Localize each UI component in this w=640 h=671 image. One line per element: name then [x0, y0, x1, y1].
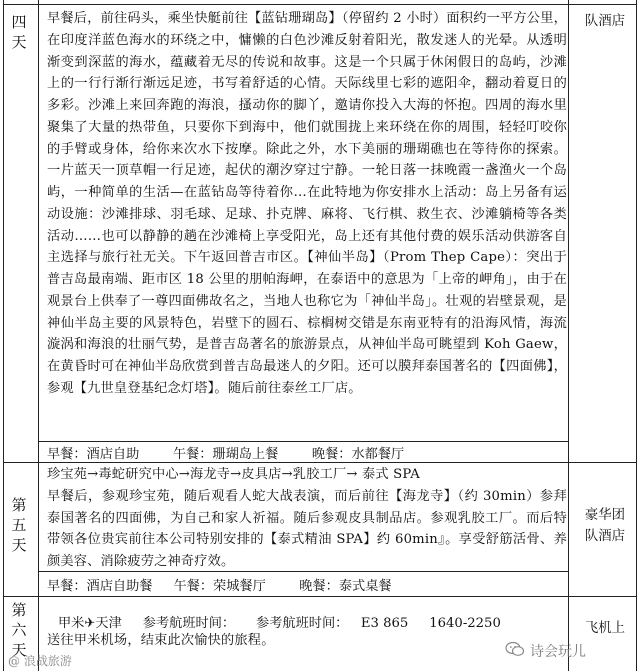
- day6-flight: 甲米✈天津 参考航班时间： 参考航班时间： E3 865 1640-2250: [58, 616, 501, 631]
- table-border-left: [3, 0, 4, 671]
- day5-hotel-line: 队酒店: [584, 529, 626, 544]
- day4-hotel: 队酒店: [584, 14, 626, 29]
- day6-text: 送往甲米机场，结束此次愉快的旅程。: [47, 633, 275, 648]
- meal-row-divider-day4: [38, 441, 569, 442]
- day6-label-char: 六: [11, 621, 27, 639]
- day6-label-char: 天: [11, 641, 27, 659]
- table-border-right: [636, 0, 637, 671]
- day5-label-char: 天: [11, 536, 27, 554]
- day5-hotel: [574, 505, 636, 547]
- day5-route: 珍宝苑→毒蛇研究中心→海龙寺→皮具店→乳胶工厂→ 泰式 SPA: [47, 467, 420, 482]
- day4-meals: 早餐：酒店自助 午餐：珊瑚岛上餐 晚餐：水都餐厅: [47, 447, 405, 462]
- day6-label-char: 第: [11, 601, 27, 619]
- day5-label-char: 五: [11, 516, 27, 534]
- day6-description: [47, 630, 567, 652]
- day4-label-char: 天: [11, 33, 27, 51]
- wechat-logo-icon: [505, 639, 525, 659]
- day5-hotel-line: 豪华团: [584, 508, 626, 523]
- day4-label-char: 四: [11, 13, 27, 31]
- day6-label: [3, 600, 35, 660]
- day6-hotel: 飞机上: [584, 621, 626, 636]
- day5-meals: 早餐：酒店自助餐 午餐：荣城餐厅 晚餐：泰式桌餐: [47, 579, 392, 594]
- day4-text: 早餐后，前往码头，乘坐快艇前往【蓝钻珊瑚岛】（停留约 2 小时）面积约一平方公里，在印度洋蓝色海水的环绕之中，慵懒的白色沙滩反射着阳光，散发迷人的光晕。从透明渐变到深蓝的海水，蕴藏着无尽的传说和故事。这是一个只属于休闲假日的岛屿，沙滩上的一行行渐行渐远足迹，书写着舒适的心情。天际线里七彩的遮阳伞，翻动着夏日的多彩。沙滩上来回奔跑的海浪，搔动你的脚丫，邀请你投入大海的怀抱。四周的海水里聚集了大量的热带鱼，只要你下到海中，他们就围拢上来环绕在你的周围，轻轻叮咬你的手臂或身体，给你来次水下按摩。除此之外，水下美丽的珊瑚礁也在等待你的探索。一片蓝天一顶草帽一行足迹，起伏的潮汐穿过宁静。一轮日落一抹晚霞一盏渔火一个岛屿，一种简单的生活—在蓝钻岛等待着你…在此特地为你安排水上活动：岛上另备有运动设施：沙滩排球、羽毛球、足球、扑克牌、麻将、飞行棋、救生衣、沙滩躺椅等各类活动……也可以静静的趟在沙滩椅上享受阳光，岛上还有其他付费的娱乐活动供游客自主选择与旅行社无关。下午返回普吉市区。【神仙半岛】（Prom Thep Cape）：突出于普吉岛最南端、距市区 18 公里的朋帕海岬，在泰语中的意思为「上帝的岬角」，由于在观景台上供奉了一尊四面佛故名之，当地人也称它为「神仙半岛」。壮观的岩壁景观，是神仙半岛主要的风景特色，岩壁下的圆石、棕榈树交错是东南亚特有的沿海风情，海流漩涡和海浪的壮丽气势，是普吉岛著名的旅游景点，从神仙半岛可眺望到 Koh Gaew，在黄昏时可在神仙半岛欣赏到普吉岛最迷人的夕阳。还可以膜拜泰国著名的【四面佛】，参观【九世皇登基纪念灯塔】。随后前往泰丝工厂店。: [47, 11, 567, 396]
- day4-description: [47, 8, 567, 400]
- watermark-left: @ 浪战旅游: [8, 654, 72, 668]
- day5-label: [3, 495, 35, 555]
- row-divider-day5-day6: [3, 596, 637, 597]
- day5-description: [47, 464, 567, 573]
- row-divider-day4-day5: [3, 462, 637, 463]
- day5-text: 早餐后，参观珍宝苑，随后观看人蛇大战表演，而后前往【海龙寺】（约 30min）参拜泰国著名的四面佛，为自己和家人祈福。随后参观皮具制品店。参观乳胶工厂。而后特带领各位贵宾前往本公司特别安排的【泰式精油 SPA】约 60min』。享受舒筋活骨、养颜美容、消除疲劳之神奇疗效。: [47, 488, 567, 569]
- day4-label: [3, 12, 35, 52]
- day5-label-char: 第: [11, 496, 27, 514]
- table-border-top: [3, 4, 637, 5]
- watermark-right: 诗会玩儿: [530, 644, 586, 660]
